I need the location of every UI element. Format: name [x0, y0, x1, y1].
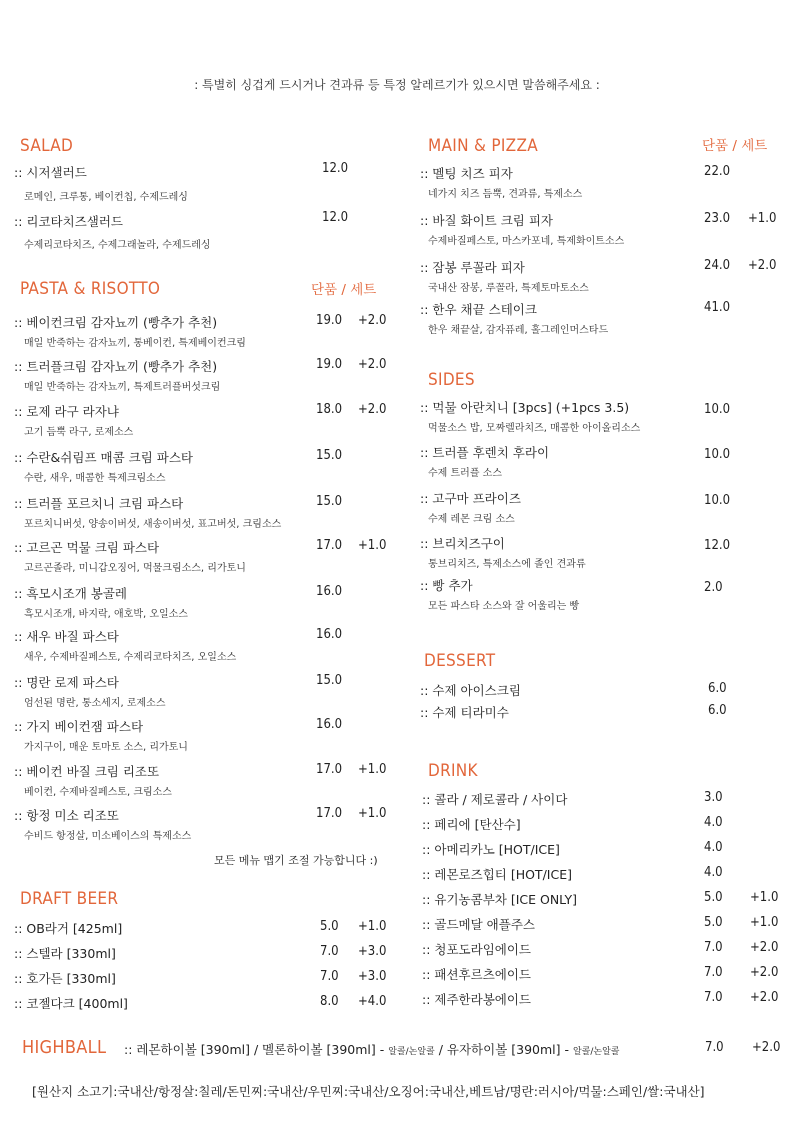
pasta-item-price: 15.0 — [316, 448, 343, 463]
pasta-item-desc: 새우, 수제바질페스토, 수제리코타치즈, 오일소스 — [24, 652, 237, 663]
dessert-title: DESSERT — [424, 651, 496, 671]
dessert-item-name: :: 수제 아이스크림 — [420, 683, 521, 698]
drink-item-price: 7.0 — [704, 940, 723, 955]
main-item-price: 41.0 — [704, 300, 731, 315]
drink-item-name: :: 골드메달 애플주스 — [422, 917, 535, 932]
pasta-item-set-price: +1.0 — [358, 806, 387, 821]
drink-item-set-price: +1.0 — [750, 890, 779, 905]
pasta-item-name: :: 베이컨 바질 크림 리조또 — [14, 764, 160, 779]
pasta-item-price: 19.0 — [316, 357, 343, 372]
main-item-price: 24.0 — [704, 258, 731, 273]
main-item-desc: 한우 채끝살, 감자퓨레, 홀그레인머스타드 — [428, 325, 609, 336]
main-item-price: 22.0 — [704, 164, 731, 179]
pasta-item-set-price: +1.0 — [358, 538, 387, 553]
sides-item-desc: 먹물소스 밥, 모짜렐라치즈, 매콤한 아이올리소스 — [428, 423, 641, 434]
pasta-item-desc: 매일 반죽하는 감자뇨끼, 통베이컨, 특제베이컨크림 — [24, 338, 246, 349]
pasta-item-name: :: 가지 베이컨잼 파스타 — [14, 719, 144, 734]
drink-item-price: 4.0 — [704, 865, 723, 880]
pasta-item-name: :: 베이컨크림 감자뇨끼 (빵추가 추천) — [14, 315, 218, 330]
salad-item-name: :: 리코타치즈샐러드 — [14, 214, 123, 229]
pasta-item-desc: 포르치니버섯, 양송이버섯, 새송이버섯, 표고버섯, 크림소스 — [24, 519, 282, 530]
salad-title: SALAD — [20, 136, 74, 156]
main-item-desc: 수제바질페스토, 마스카포네, 특제화이트소스 — [428, 236, 625, 247]
pasta-title: PASTA & RISOTTO — [20, 279, 161, 299]
main-price-header: 단품 / 세트 — [702, 138, 768, 154]
sides-item-price: 10.0 — [704, 447, 731, 462]
sides-item-price: 10.0 — [704, 402, 731, 417]
main-item-name: :: 멜팅 치즈 피자 — [420, 166, 513, 181]
main-item-set-price: +1.0 — [748, 211, 777, 226]
drink-item-price: 5.0 — [704, 890, 723, 905]
main-item-set-price: +2.0 — [748, 258, 777, 273]
highball-price: 7.0 — [705, 1040, 724, 1055]
pasta-item-price: 16.0 — [316, 717, 343, 732]
highball-yuja: / 유자하이볼 [390ml] - — [434, 1042, 573, 1057]
salad-item-name: :: 시저샐러드 — [14, 165, 87, 180]
beer-item-price: 7.0 — [320, 944, 339, 959]
beer-title: DRAFT BEER — [20, 889, 119, 909]
pasta-item-name: :: 항정 미소 리조또 — [14, 808, 119, 823]
drink-item-set-price: +2.0 — [750, 965, 779, 980]
beer-item-price: 7.0 — [320, 969, 339, 984]
drink-item-set-price: +2.0 — [750, 990, 779, 1005]
beer-item-set-price: +1.0 — [358, 919, 387, 934]
pasta-item-desc: 수비드 항정살, 미소베이스의 특제소스 — [24, 831, 192, 842]
sides-item-name: :: 고구마 프라이즈 — [420, 491, 521, 506]
sides-item-price: 10.0 — [704, 493, 731, 508]
main-title: MAIN & PIZZA — [428, 136, 538, 156]
beer-item-price: 8.0 — [320, 994, 339, 1009]
beer-item-name: :: 코젤다크 [400ml] — [14, 996, 128, 1011]
drink-item-set-price: +2.0 — [750, 940, 779, 955]
pasta-item-name: :: 흑모시조개 봉골레 — [14, 586, 127, 601]
sides-item-price: 12.0 — [704, 538, 731, 553]
highball-title: HIGHBALL — [22, 1037, 107, 1058]
main-item-name: :: 바질 화이트 크림 피자 — [420, 213, 553, 228]
pasta-item-price: 17.0 — [316, 762, 343, 777]
pasta-item-set-price: +2.0 — [358, 402, 387, 417]
highball-line — [124, 1040, 620, 1058]
pasta-item-name: :: 명란 로제 파스타 — [14, 675, 119, 690]
pasta-item-price: 17.0 — [316, 806, 343, 821]
beer-item-price: 5.0 — [320, 919, 339, 934]
pasta-item-desc: 수란, 새우, 매콤한 특제크림소스 — [24, 473, 166, 484]
sides-item-name: :: 먹물 아란치니 [3pcs] (+1pcs 3.5) — [420, 400, 630, 415]
origin-info: [원산지 소고기:국내산/항정살:칠레/돈민찌:국내산/우민찌:국내산/오징어:국내산,베트남/명란:러시아/먹물:스페인/쌀:국내산] — [32, 1084, 705, 1099]
beer-item-name: :: OB라거 [425ml] — [14, 921, 123, 936]
pasta-item-set-price: +1.0 — [358, 762, 387, 777]
drink-item-price: 4.0 — [704, 840, 723, 855]
pasta-item-name: :: 수란&쉬림프 매콤 크림 파스타 — [14, 450, 193, 465]
dessert-item-name: :: 수제 티라미수 — [420, 705, 509, 720]
sides-item-name: :: 브리치즈구이 — [420, 536, 505, 551]
pasta-price-header: 단품 / 세트 — [311, 282, 377, 298]
pasta-item-name: :: 트러플크림 감자뇨끼 (빵추가 추천) — [14, 359, 218, 374]
allergy-notice: : 특별히 싱겁게 드시거나 견과류 등 특정 알레르기가 있으시면 말씀해주세요 : — [194, 78, 600, 92]
pasta-item-price: 16.0 — [316, 627, 343, 642]
drink-item-name: :: 페리에 [탄산수] — [422, 817, 521, 832]
sides-item-name: :: 빵 추가 — [420, 578, 473, 593]
salad-item-desc: 로메인, 크루통, 베이컨칩, 수제드레싱 — [24, 192, 188, 203]
drink-item-name: :: 제주한라봉에이드 — [422, 992, 531, 1007]
pasta-item-name: :: 새우 바질 파스타 — [14, 629, 119, 644]
highball-option-1: 알콜/논알콜 — [388, 1047, 435, 1057]
beer-item-name: :: 스텔라 [330ml] — [14, 946, 116, 961]
pasta-item-price: 18.0 — [316, 402, 343, 417]
sides-item-desc: 모든 파스타 소스와 잘 어울리는 빵 — [428, 601, 580, 612]
drink-title: DRINK — [428, 761, 478, 781]
pasta-item-price: 17.0 — [316, 538, 343, 553]
sides-item-desc: 수제 트러플 소스 — [428, 468, 502, 479]
pasta-item-desc: 매일 반죽하는 감자뇨끼, 특제트러플버섯크림 — [24, 382, 221, 393]
drink-item-name: :: 콜라 / 제로콜라 / 사이다 — [422, 792, 568, 807]
drink-item-price: 7.0 — [704, 990, 723, 1005]
drink-item-name: :: 레몬로즈힙티 [HOT/ICE] — [422, 867, 572, 882]
drink-item-name: :: 청포도라임에이드 — [422, 942, 531, 957]
pasta-item-desc: 고르곤졸라, 미니갑오징어, 먹물크림소스, 리가토니 — [24, 563, 246, 574]
pasta-item-price: 19.0 — [316, 313, 343, 328]
beer-item-set-price: +3.0 — [358, 944, 387, 959]
drink-item-price: 5.0 — [704, 915, 723, 930]
pasta-item-price: 16.0 — [316, 584, 343, 599]
pasta-item-desc: 베이컨, 수제바질페스토, 크림소스 — [24, 787, 172, 798]
drink-item-set-price: +1.0 — [750, 915, 779, 930]
sides-item-desc: 통브리치즈, 특제소스에 졸인 견과류 — [428, 559, 586, 570]
salad-item-price: 12.0 — [322, 161, 349, 176]
sides-item-desc: 수제 레몬 크림 소스 — [428, 514, 515, 525]
drink-item-price: 4.0 — [704, 815, 723, 830]
pasta-item-price: 15.0 — [316, 673, 343, 688]
salad-item-price: 12.0 — [322, 210, 349, 225]
pasta-item-desc: 흑모시조개, 바지락, 애호박, 오일소스 — [24, 609, 188, 620]
main-item-name: :: 잠봉 루꼴라 피자 — [420, 260, 525, 275]
pasta-item-desc: 엄선된 명란, 통소세지, 로제소스 — [24, 698, 166, 709]
main-item-name: :: 한우 채끝 스테이크 — [420, 302, 537, 317]
salad-item-desc: 수제리코타치즈, 수제그래놀라, 수제드레싱 — [24, 240, 211, 251]
pasta-item-name: :: 로제 라구 라자냐 — [14, 404, 119, 419]
beer-item-set-price: +3.0 — [358, 969, 387, 984]
pasta-item-desc: 가지구이, 매운 토마토 소스, 리가토니 — [24, 742, 188, 753]
sides-title: SIDES — [428, 370, 475, 390]
drink-item-price: 3.0 — [704, 790, 723, 805]
highball-set-price: +2.0 — [752, 1040, 781, 1055]
main-item-desc: 네가지 치즈 듬뿍, 견과류, 특제소스 — [428, 189, 583, 200]
pasta-item-desc: 고기 듬뿍 라구, 로제소스 — [24, 427, 134, 438]
sides-item-name: :: 트러플 후렌치 후라이 — [420, 445, 550, 460]
pasta-item-price: 15.0 — [316, 494, 343, 509]
dessert-item-price: 6.0 — [708, 681, 727, 696]
pasta-item-set-price: +2.0 — [358, 313, 387, 328]
pasta-item-name: :: 고르곤 먹물 크림 파스타 — [14, 540, 160, 555]
main-item-price: 23.0 — [704, 211, 731, 226]
dessert-item-price: 6.0 — [708, 703, 727, 718]
pasta-item-set-price: +2.0 — [358, 357, 387, 372]
beer-item-name: :: 호가든 [330ml] — [14, 971, 116, 986]
spice-note: 모든 메뉴 맵기 조절 가능합니다 :) — [214, 854, 378, 867]
pasta-item-name: :: 트러플 포르치니 크림 파스타 — [14, 496, 184, 511]
drink-item-price: 7.0 — [704, 965, 723, 980]
highball-option-2: 알콜/논알콜 — [572, 1047, 620, 1057]
drink-item-name: :: 패션후르츠에이드 — [422, 967, 531, 982]
highball-lemon: :: 레몬하이볼 [390ml] / 멜론하이볼 [390ml] - — [124, 1042, 389, 1057]
sides-item-price: 2.0 — [704, 580, 723, 595]
drink-item-name: :: 아메리카노 [HOT/ICE] — [422, 842, 560, 857]
beer-item-set-price: +4.0 — [358, 994, 387, 1009]
drink-item-name: :: 유기농콤부차 [ICE ONLY] — [422, 892, 577, 907]
main-item-desc: 국내산 잠봉, 루꼴라, 특제토마토소스 — [428, 283, 589, 294]
